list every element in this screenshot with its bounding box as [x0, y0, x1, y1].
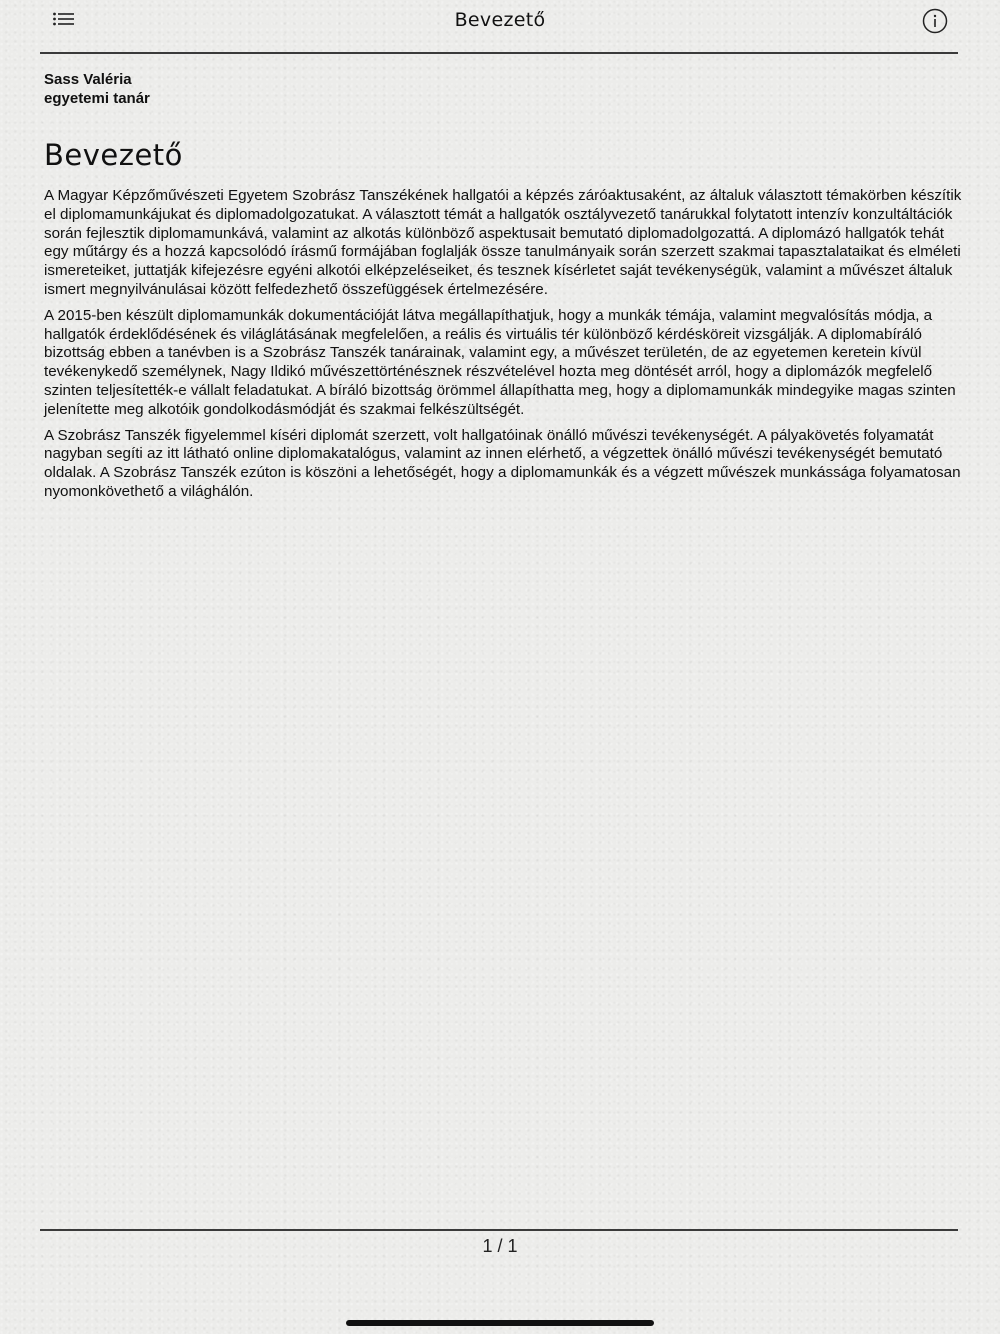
info-icon-graphic: [922, 8, 948, 34]
author-role: egyetemi tanár: [44, 90, 150, 107]
footer-divider: [40, 1229, 958, 1231]
article-paragraph: A 2015-ben készült diplomamunkák dokumentációját látva megállapíthatjuk, hogy a munkák témája, valamint megvalósítás módja, a hallgatók érdeklődésének és világlátásának megfelelően, a reális és virtuális tér különböző kérdésköreit vizsgálják. A diplomabíráló bizottság ebben a tanévben is a Szobrász Tanszék tanárainak, valamint egy, a művészet területén, de az egyetemen keretein kívül tevékenykedő személynek, Nagy Ildikó művészettörténésznek részvételével hozta meg döntését arról, hogy a diplomázók megfelelő szinten teljesítették-e vállalt feladatukat. A bíráló bizottság örömmel állapíthatta meg, hogy a diplomamunkák mindegyike magas szinten jelenítette meg alkotóik gondolkodásmódját és szakmai felkészültségét.: [44, 306, 956, 418]
article-paragraph: A Magyar Képzőművészeti Egyetem Szobrász Tanszékének hallgatói a képzés záróaktusaként, az általuk választott témakörben készítik el diplomamunkájukat és diplomadolgozatukat. A választott témát a hallgatók osztályvezető tanárukkal folytatott intenzív konzultáltációk során fejlesztik diplomamunkává, valamint az alkotás különböző aspektusait bemutató diplomadolgozattá. A diplomázó hallgatók tehát egy műtárgy és a hozzá kapcsolódó írásmű formájában foglalják össze tanulmányaik során szerzett szakmai tapasztalataikat és elméleti ismereteiket, juttatják kifejezésre egyéni alkotói elképzeléseiket, és tesznek kísérletet saját tevékenységük, valamint a művészet általuk ismert megnyilvánulásai között felfedezhető összefüggések értelmezésére.: [44, 187, 962, 298]
article-heading: Bevezető: [44, 138, 183, 172]
info-icon[interactable]: [922, 8, 948, 34]
author-block: [44, 70, 150, 108]
page-indicator: 1 / 1: [482, 1236, 518, 1256]
page-title: Bevezető: [454, 9, 546, 31]
header-divider: [40, 52, 958, 54]
home-indicator[interactable]: [346, 1320, 654, 1326]
article-body: [44, 187, 964, 509]
article-paragraph: A Szobrász Tanszék figyelemmel kíséri diplomát szerzett, volt hallgatóinak önálló művészi tevékenységét. A pályakövetés folyamatát nagyban segíti az itt látható online diplomakatalógus, valamint az innen elérhető, a végzettek önálló művészi tevékenységét bemutató oldalak. A Szobrász Tanszék ezúton is köszöni a lehetőségét, hogy a diplomamunkák és a végzett művészek munkássága folyamatosan nyomonkövethető a világhálón.: [44, 426, 961, 500]
top-navigation-bar: [0, 0, 1000, 44]
author-name: Sass Valéria: [44, 71, 132, 88]
